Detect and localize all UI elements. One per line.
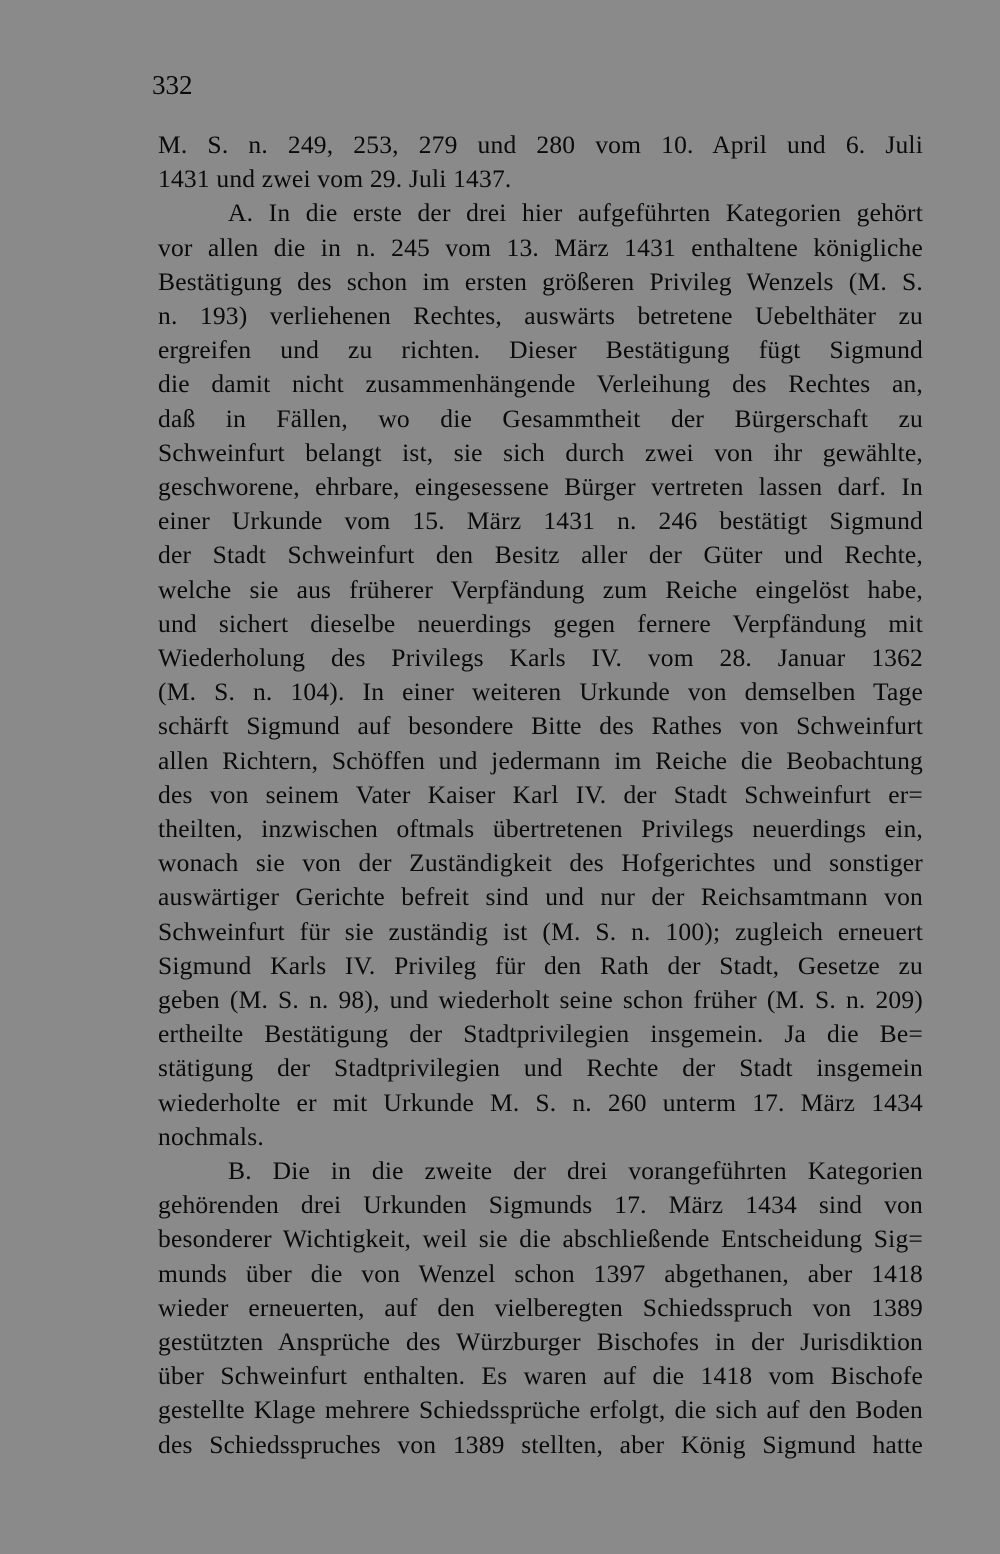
text-line: munds über die von Wenzel schon 1397 abgethanen, aber 1418 bbox=[158, 1258, 923, 1288]
text-line: auswärtiger Gerichte befreit sind und nur der Reichsamtmann von bbox=[158, 882, 923, 912]
text-line: Sigmund Karls IV. Privileg für den Rath der Stadt, Gesetze zu bbox=[158, 950, 923, 980]
text-line: gehörenden drei Urkunden Sigmunds 17. März 1434 sind von bbox=[158, 1190, 923, 1220]
text-line: der Stadt Schweinfurt den Besitz aller der Güter und Rechte, bbox=[158, 540, 923, 570]
text-line: daß in Fällen, wo die Gesammtheit der Bürgerschaft zu bbox=[158, 403, 923, 433]
text-line: wonach sie von der Zuständigkeit des Hofgerichtes und sonstiger bbox=[158, 848, 923, 878]
text-line: wiederholte er mit Urkunde M. S. n. 260 unterm 17. März 1434 bbox=[158, 1087, 923, 1117]
text-line: schärft Sigmund auf besondere Bitte des Rathes von Schweinfurt bbox=[158, 711, 923, 741]
text-line: 1431 und zwei vom 29. Juli 1437. bbox=[158, 164, 512, 194]
text-line: über Schweinfurt enthalten. Es waren auf die 1418 vom Bischofe bbox=[158, 1361, 923, 1391]
text-line: Schweinfurt für sie zuständig ist (M. S. n. 100); zugleich erneuert bbox=[158, 916, 923, 946]
text-line: welche sie aus früherer Verpfändung zum Reiche eingelöst habe, bbox=[158, 574, 923, 604]
text-line: B. Die in die zweite der drei vorangeführten Kategorien bbox=[228, 1156, 923, 1185]
text-line: Schweinfurt belangt ist, sie sich durch zwei von ihr gewählte, bbox=[158, 437, 923, 467]
text-line: besonderer Wichtigkeit, weil sie die abschließende Entscheidung Sig= bbox=[158, 1224, 923, 1254]
text-line: nochmals. bbox=[158, 1121, 264, 1151]
text-line: wieder erneuerten, auf den vielberegten Schiedsspruch von 1389 bbox=[158, 1292, 923, 1322]
text-line: gestellte Klage mehrere Schiedssprüche erfolgt, die sich auf den Boden bbox=[158, 1395, 923, 1425]
text-line: theilten, inzwischen oftmals übertretenen Privilegs neuerdings ein, bbox=[158, 814, 923, 843]
text-line: Wiederholung des Privilegs Karls IV. vom 28. Januar 1362 bbox=[158, 643, 923, 672]
text-line: ertheilte Bestätigung der Stadtprivilegien insgemein. Ja die Be= bbox=[158, 1019, 923, 1049]
text-line: geschworene, ehrbare, eingesessene Bürger vertreten lassen darf. In bbox=[158, 472, 923, 501]
text-line: die damit nicht zusammenhängende Verleihung des Rechtes an, bbox=[158, 369, 923, 399]
text-line: einer Urkunde vom 15. März 1431 n. 246 bestätigt Sigmund bbox=[158, 506, 923, 536]
text-line: gestützten Ansprüche des Würzburger Bischofes in der Jurisdiktion bbox=[158, 1327, 923, 1356]
text-line: und sichert dieselbe neuerdings gegen fernere Verpfändung mit bbox=[158, 608, 923, 638]
text-line: n. 193) verliehenen Rechtes, auswärts betretene Uebelthäter zu bbox=[158, 301, 923, 330]
text-line: M. S. n. 249, 253, 279 und 280 vom 10. April und 6. Juli bbox=[158, 130, 923, 159]
text-line: stätigung der Stadtprivilegien und Rechte der Stadt insgemein bbox=[158, 1053, 923, 1083]
text-line: Bestätigung des schon im ersten größeren Privileg Wenzels (M. S. bbox=[158, 266, 923, 296]
text-line: A. In die erste der drei hier aufgeführten Kategorien gehört bbox=[228, 198, 923, 228]
text-line: allen Richtern, Schöffen und jedermann im Reiche die Beobachtung bbox=[158, 745, 923, 775]
page-number: 332 bbox=[152, 70, 193, 100]
text-line: ergreifen und zu richten. Dieser Bestätigung fügt Sigmund bbox=[158, 335, 923, 365]
text-line: des Schiedsspruches von 1389 stellten, aber König Sigmund hatte bbox=[158, 1429, 923, 1459]
text-line: vor allen die in n. 245 vom 13. März 1431 enthaltene königliche bbox=[158, 232, 923, 262]
text-line: geben (M. S. n. 98), und wiederholt seine schon früher (M. S. n. 209) bbox=[158, 985, 923, 1014]
text-line: des von seinem Vater Kaiser Karl IV. der Stadt Schweinfurt er= bbox=[158, 779, 923, 809]
text-line: (M. S. n. 104). In einer weiteren Urkunde von demselben Tage bbox=[158, 677, 923, 707]
